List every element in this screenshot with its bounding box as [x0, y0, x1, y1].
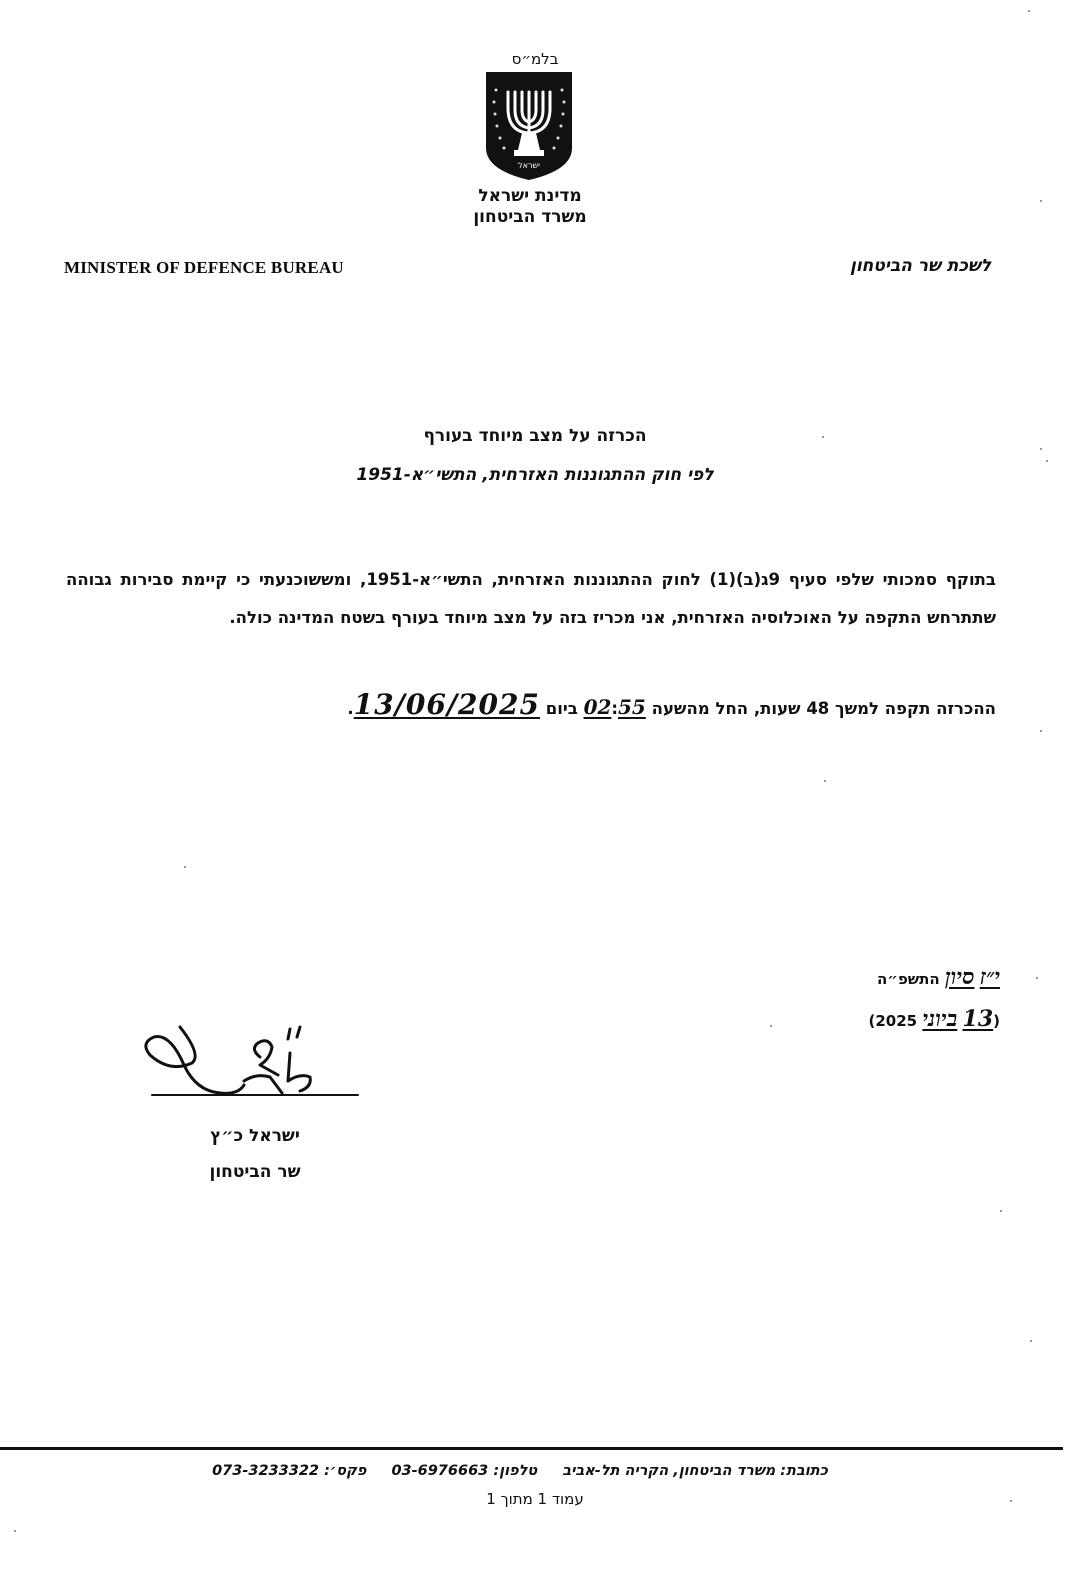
- classification-label: בלמ״ס: [511, 50, 559, 68]
- gregorian-date: [869, 1004, 1001, 1036]
- end-period: .: [347, 699, 354, 718]
- time-hour: 02: [583, 695, 612, 719]
- footer-contact: [150, 1463, 890, 1479]
- handwritten-signature-icon: [140, 1015, 365, 1110]
- state-emblem-icon: [482, 70, 576, 182]
- footer-fax: פקס׳: 073-3233322: [212, 1463, 367, 1479]
- document-title: הכרזה על מצב מיוחד בעורף: [423, 426, 647, 446]
- declaration-paragraph: בתוקף סמכותי שלפי סעיף 9ג(ב)(1) לחוק ההתגוננות האזרחית, התשי״א-1951, ומששוכנעתי כי קיימת סבירות גבוהה שתתרחש התקפה על האוכלוסיה האזרחית, אני מכריז בזה על מצב מיוחד בעורף בשטח המדינה כולה.: [66, 570, 996, 627]
- footer-phone: טלפון: 03-6976663: [391, 1463, 538, 1479]
- document-subtitle: לפי חוק ההתגוננות האזרחית, התשי״א-1951: [356, 465, 714, 485]
- greg-day: 13: [962, 1006, 994, 1032]
- state-name: מדינת ישראל: [478, 186, 582, 206]
- date-block: [869, 952, 1001, 1036]
- page-number: עמוד 1 מתוך 1: [486, 1490, 584, 1508]
- hebrew-month: סיון: [944, 964, 975, 990]
- signer-block: [150, 1118, 360, 1190]
- validity-date: 13/06/2025: [353, 688, 540, 721]
- bureau-hebrew: לשכת שר הביטחון: [850, 256, 991, 276]
- greg-month: ביוני: [922, 1006, 958, 1032]
- greg-year: 2025: [875, 1012, 918, 1030]
- signer-name: ישראל כ״ץ: [210, 1126, 300, 1146]
- signer-role: שר הביטחון: [209, 1162, 301, 1182]
- open-paren: (: [993, 1012, 1000, 1030]
- close-paren: ): [868, 1012, 876, 1030]
- validity-prefix: ההכרזה תקפה למשך 48 שעות, החל מהשעה: [651, 699, 996, 718]
- ministry-name: משרד הביטחון: [473, 207, 587, 227]
- footer-divider: [0, 1447, 1063, 1450]
- time-separator: :: [611, 699, 619, 718]
- time-minute: 55: [618, 695, 646, 719]
- bureau-english: MINISTER OF DEFENCE BUREAU: [64, 258, 344, 277]
- hebrew-date: [869, 952, 1001, 1004]
- letterhead: [440, 186, 620, 228]
- validity-time: [584, 695, 646, 719]
- hebrew-day: י״ז: [979, 964, 1000, 990]
- day-word: ביום: [545, 699, 578, 718]
- emblem-text: ישראל: [518, 161, 540, 170]
- validity-line: [347, 688, 996, 721]
- footer-address: כתובת: משרד הביטחון, הקריה תל-אביב: [562, 1463, 828, 1479]
- hebrew-year: התשפ״ה: [876, 970, 940, 988]
